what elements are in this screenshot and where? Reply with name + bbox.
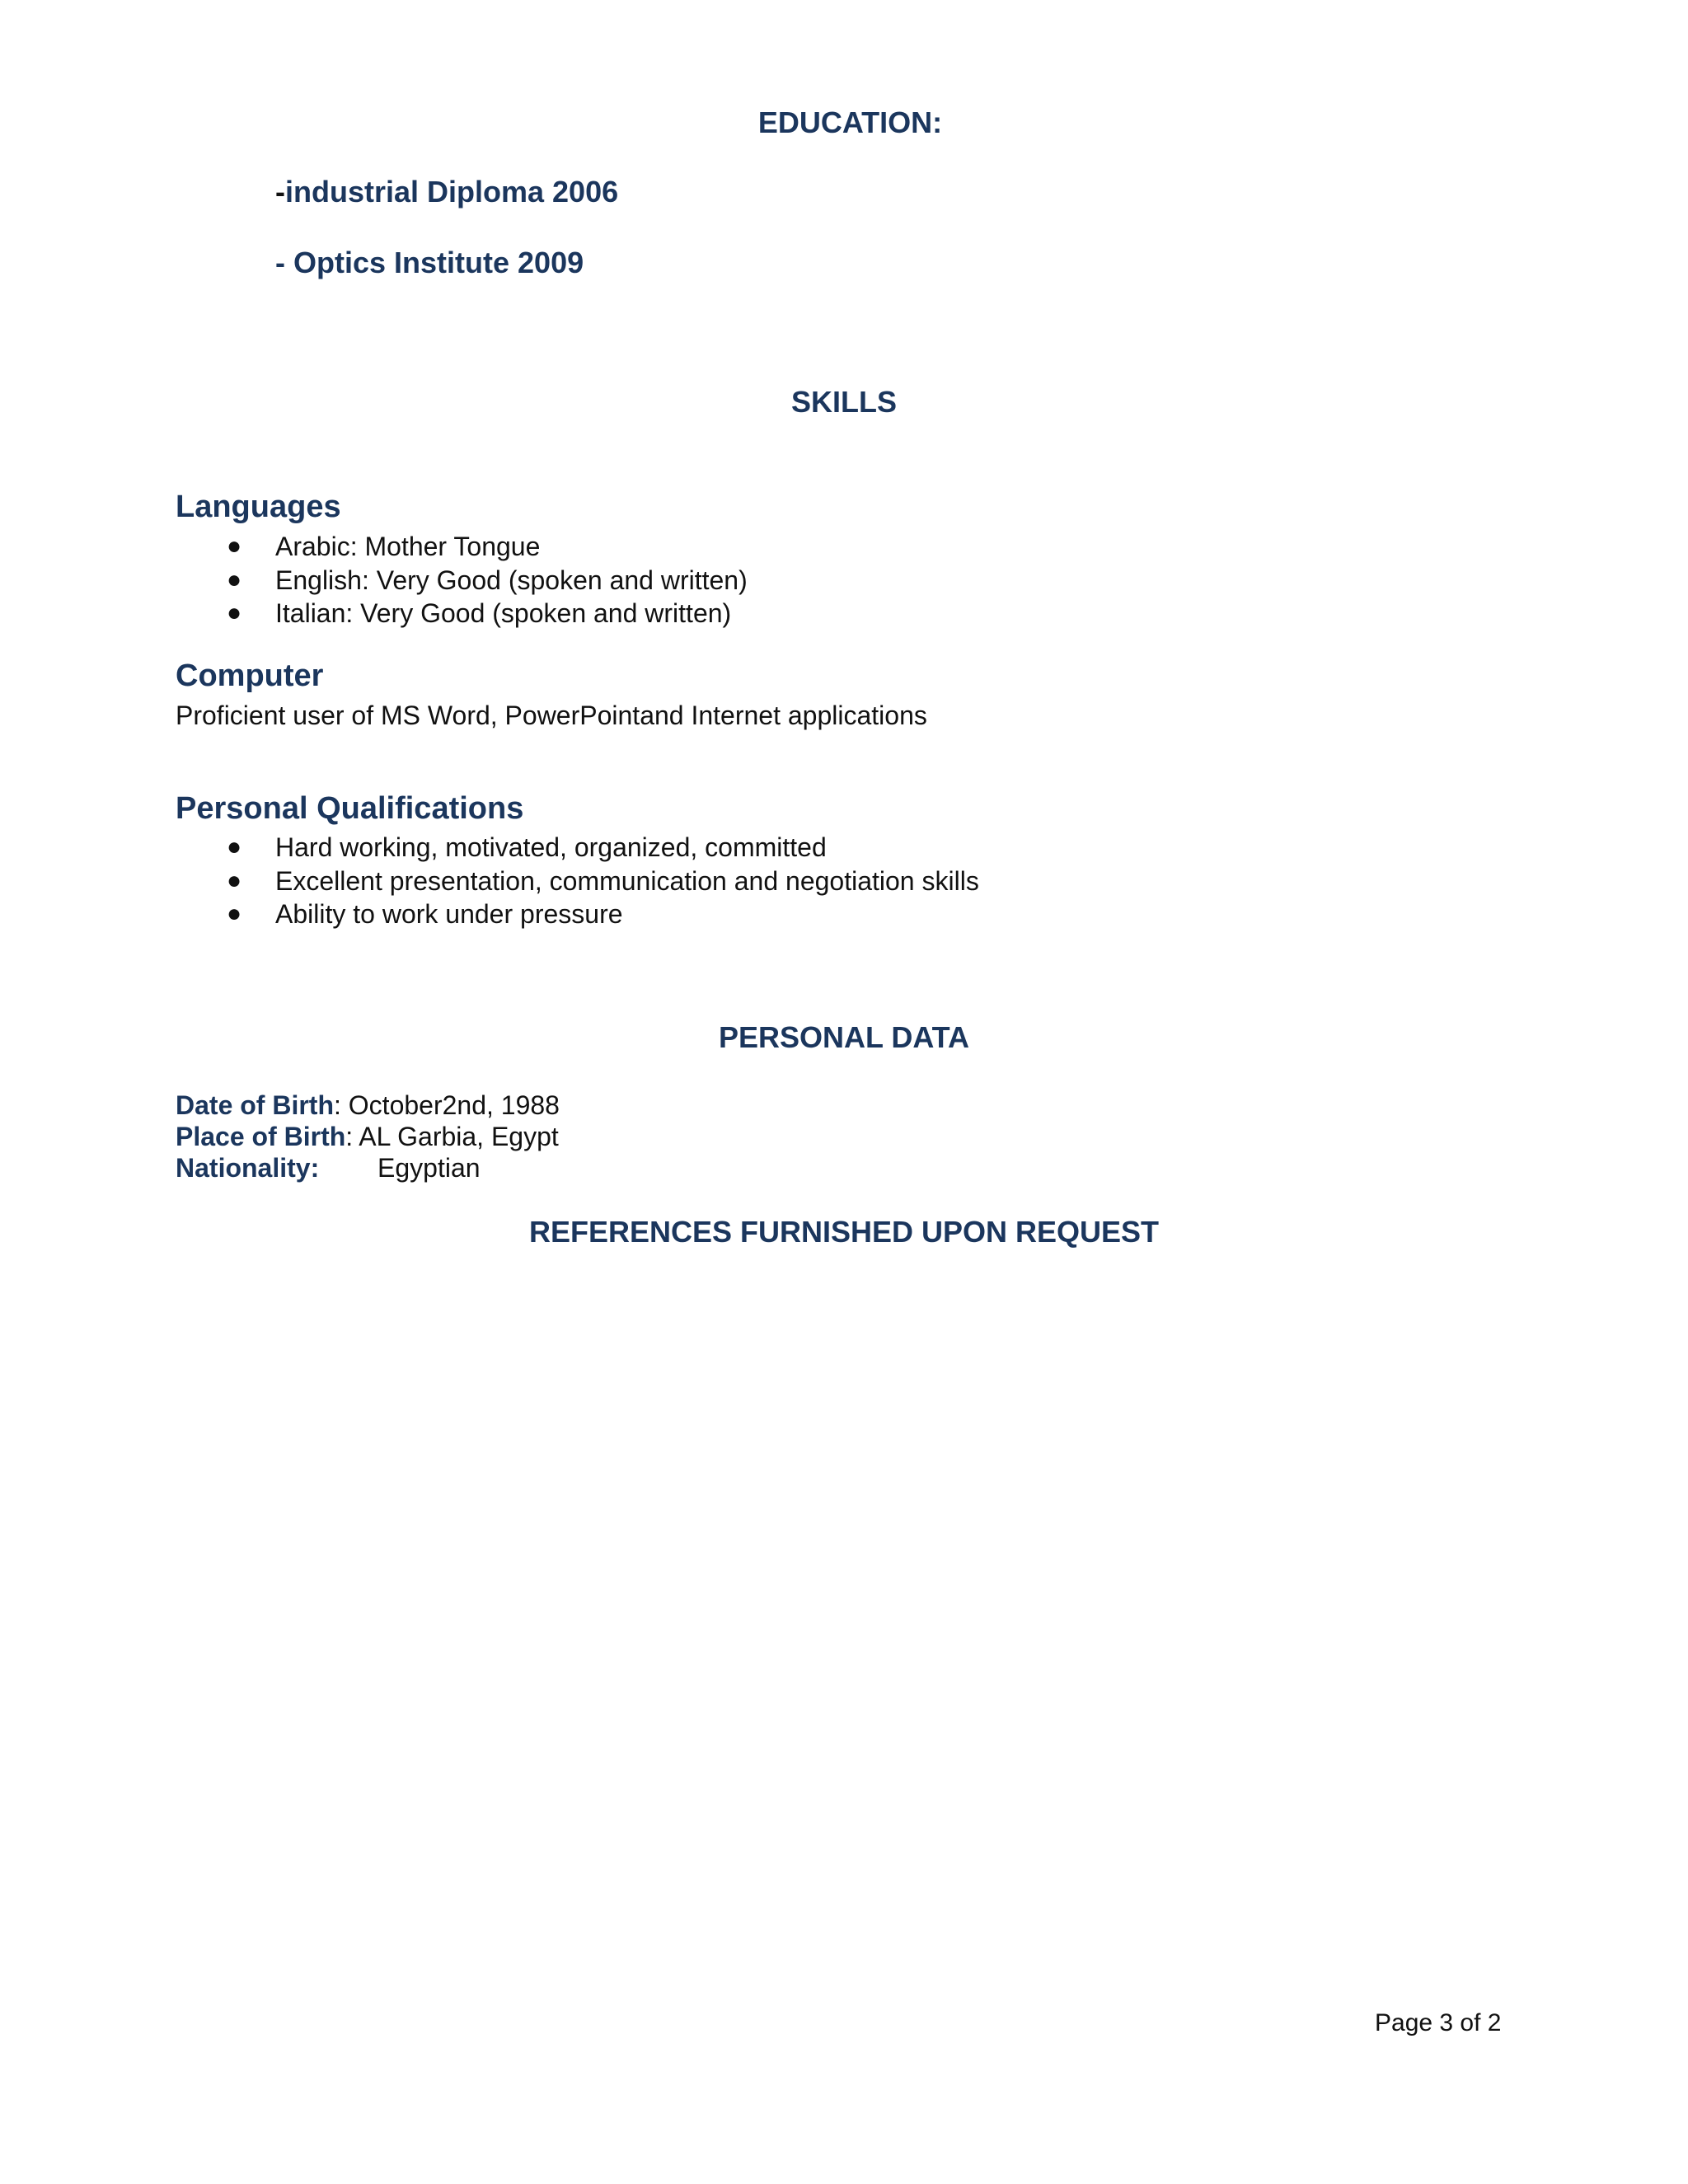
list-item-text: Excellent presentation, communication and negotiation skills (275, 865, 979, 896)
date-of-birth-value: October2nd, 1988 (348, 1090, 560, 1120)
list-item (176, 898, 979, 931)
place-of-birth-row (176, 1121, 559, 1152)
personal-qualifications-list (176, 831, 979, 931)
bullet-icon: ● (227, 599, 242, 626)
education-item-dash: - (275, 175, 285, 209)
date-of-birth-row (176, 1090, 560, 1121)
personal-qualifications-title: Personal Qualifications (176, 791, 524, 826)
education-item-diploma (275, 175, 618, 209)
education-item-text: Optics Institute 2009 (293, 246, 584, 279)
personal-data-heading: PERSONAL DATA (718, 1020, 969, 1054)
nationality-label: Nationality: (176, 1153, 320, 1183)
list-item-text: Ability to work under pressure (275, 899, 623, 929)
list-item-text: English: Very Good (spoken and written) (275, 565, 748, 595)
list-item (176, 530, 748, 564)
bullet-icon: ● (227, 866, 242, 894)
date-of-birth-separator: : (334, 1090, 349, 1120)
bullet-icon: ● (227, 833, 242, 860)
place-of-birth-separator: : (345, 1122, 359, 1151)
bullet-icon: ● (227, 565, 242, 593)
bullet-icon: ● (227, 532, 242, 560)
bullet-icon: ● (227, 900, 242, 927)
nationality-value: Egyptian (377, 1153, 481, 1183)
list-item (176, 865, 979, 898)
skills-heading: SKILLS (790, 385, 897, 419)
list-item-text: Italian: Very Good (spoken and written) (275, 598, 732, 628)
nationality-row (176, 1152, 481, 1183)
languages-title: Languages (176, 490, 341, 524)
education-heading: EDUCATION: (757, 105, 943, 139)
computer-title: Computer (176, 658, 324, 693)
languages-list (176, 530, 748, 630)
list-item (176, 597, 748, 630)
list-item-text: Hard working, motivated, organized, committed (275, 832, 827, 862)
place-of-birth-value: AL Garbia, Egypt (359, 1122, 559, 1151)
computer-description: Proficient user of MS Word, PowerPointand Internet applications (176, 701, 927, 730)
date-of-birth-label: Date of Birth (176, 1090, 334, 1120)
list-item-text: Arabic: Mother Tongue (275, 532, 541, 561)
education-item-institute (275, 246, 584, 280)
page-number: Page 3 of 2 (1375, 2009, 1502, 2036)
education-item-dash: - (275, 246, 293, 279)
list-item (176, 564, 748, 598)
list-item (176, 831, 979, 865)
place-of-birth-label: Place of Birth (176, 1122, 346, 1151)
education-item-text: industrial Diploma 2006 (285, 175, 619, 209)
references-note: REFERENCES FURNISHED UPON REQUEST (528, 1215, 1160, 1249)
